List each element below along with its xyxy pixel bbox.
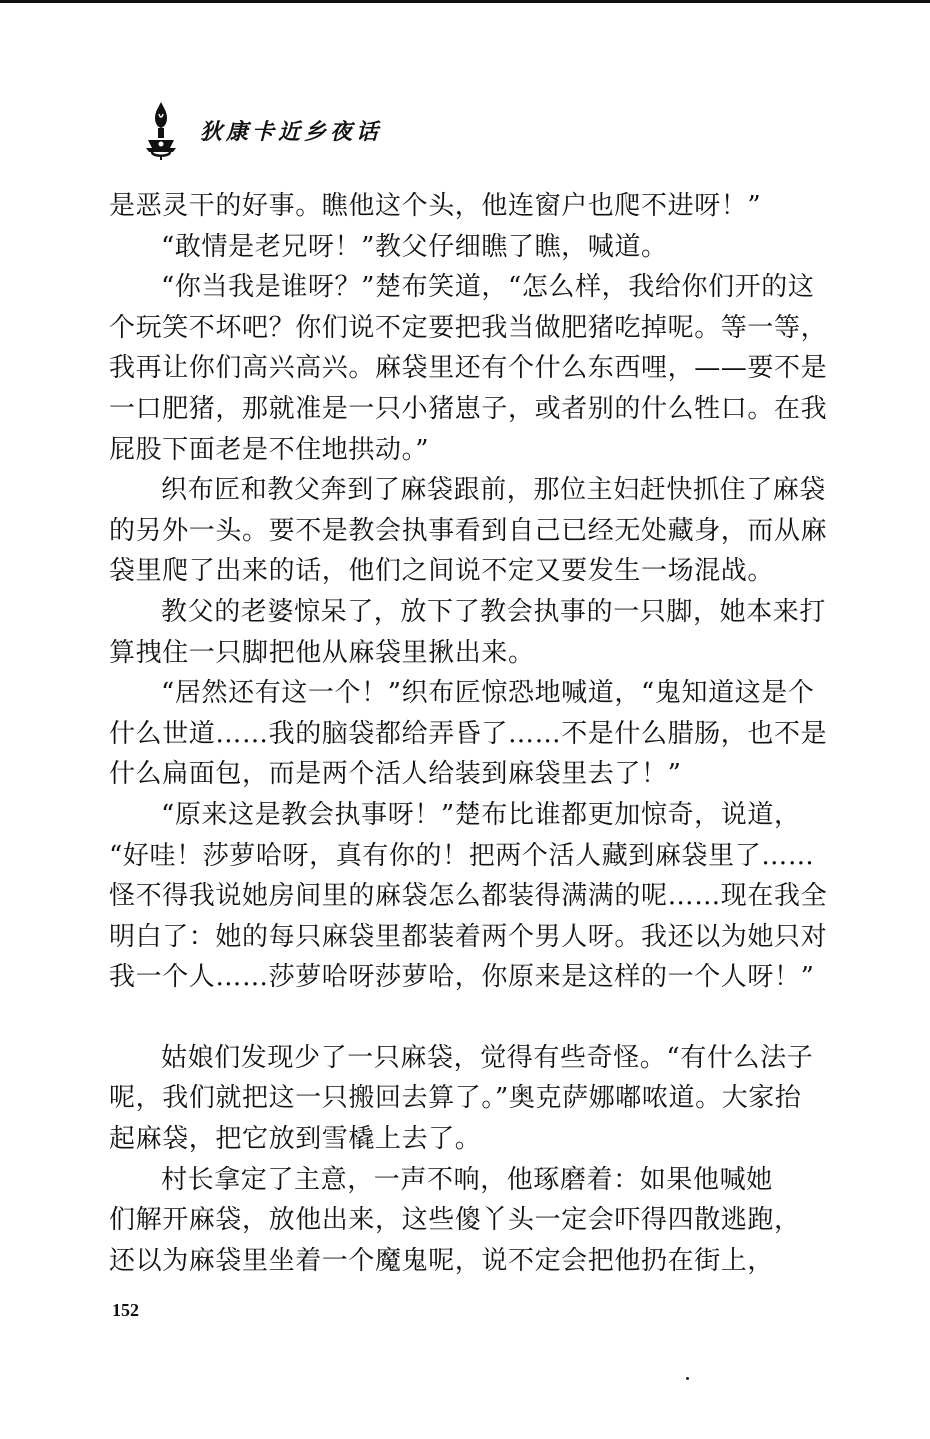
paragraph xyxy=(109,592,827,673)
paragraph xyxy=(109,186,809,227)
text-line: 明白了：她的每只麻袋里都装着两个男人呀。我还以为她只对 xyxy=(109,921,828,952)
text-line: 起麻袋，把它放到雪橇上去了。 xyxy=(109,1124,482,1155)
running-title: 狄康卡近乡夜话 xyxy=(200,118,383,145)
scan-speck xyxy=(686,1377,689,1380)
paragraph xyxy=(109,673,828,795)
running-header xyxy=(140,100,382,160)
paragraph xyxy=(109,267,828,470)
text-line: 我一个人……莎萝哈呀莎萝哈，你原来是这样的一个人呀！” xyxy=(109,962,815,993)
text-line: 屁股下面老是不住地拱动。” xyxy=(109,434,430,465)
text-block-before-break xyxy=(109,186,828,998)
body-text xyxy=(109,186,828,1281)
page-number: 152 xyxy=(112,1300,139,1320)
paragraph xyxy=(109,795,828,998)
text-line: 呢，我们就把这一只搬回去算了。”奥克萨娜嘟哝道。大家抬 xyxy=(109,1083,802,1114)
text-line: 的另外一头。要不是教会执事看到自己已经无处藏身，而从麻 xyxy=(109,515,828,546)
text-line: 什么世道……我的脑袋都给弄昏了……不是什么腊肠，也不是 xyxy=(109,718,828,749)
text-line: 我再让你们高兴高兴。麻袋里还有个什么东西哩，——要不是 xyxy=(109,353,828,384)
text-line: 教父的老婆惊呆了，放下了教会执事的一只脚，她本来打 xyxy=(161,596,827,627)
text-line: “好哇！莎萝哈呀，真有你的！把两个活人藏到麻袋里了…… xyxy=(109,840,815,871)
text-line: 织布匠和教父奔到了麻袋跟前，那位主妇赶快抓住了麻袋 xyxy=(161,475,827,506)
text-line: 姑娘们发现少了一只麻袋，觉得有些奇怪。“有什么法子 xyxy=(161,1042,814,1073)
text-line: 还以为麻袋里坐着一个魔鬼呢，说不定会把他扔在街上， xyxy=(109,1245,775,1276)
text-line: 们解开麻袋，放他出来，这些傻丫头一定会吓得四散逃跑， xyxy=(109,1205,801,1236)
text-line: “原来这是教会执事呀！”楚布比谁都更加惊奇，说道， xyxy=(161,799,801,830)
text-line: 是恶灵干的好事。瞧他这个头，他连窗户也爬不进呀！” xyxy=(109,191,762,221)
lamp-emblem-icon xyxy=(140,100,182,160)
text-line: 算拽住一只脚把他从麻袋里揪出来。 xyxy=(109,637,535,668)
text-line: “居然还有这一个！”织布匠惊恐地喊道，“鬼知道这是个 xyxy=(161,678,815,709)
paragraph xyxy=(109,227,809,268)
text-line: 什么扁面包，而是两个活人给装到麻袋里去了！” xyxy=(109,759,682,790)
text-line: 村长拿定了主意，一声不响，他琢磨着：如果他喊她 xyxy=(161,1164,773,1195)
text-line: 个玩笑不坏吧？你们说不定要把我当做肥猪吃掉呢。等一等， xyxy=(109,312,828,343)
paragraph xyxy=(109,1038,814,1160)
paragraph xyxy=(109,1160,809,1282)
text-line: 袋里爬了出来的话，他们之间说不定又要发生一场混战。 xyxy=(109,556,775,587)
text-line: 一口肥猪，那就准是一只小猪崽子，或者别的什么牲口。在我 xyxy=(109,393,828,424)
text-line: “你当我是谁呀？”楚布笑道，“怎么样，我给你们开的这 xyxy=(161,272,815,303)
text-block-after-break xyxy=(109,1038,814,1282)
section-break xyxy=(109,998,809,1038)
text-line: 怪不得我说她房间里的麻袋怎么都装得满满的呢……现在我全 xyxy=(109,881,828,912)
top-border-rule xyxy=(0,0,930,3)
text-line: “敢情是老兄呀！”教父仔细瞧了瞧，喊道。 xyxy=(161,231,668,262)
paragraph xyxy=(109,470,828,592)
